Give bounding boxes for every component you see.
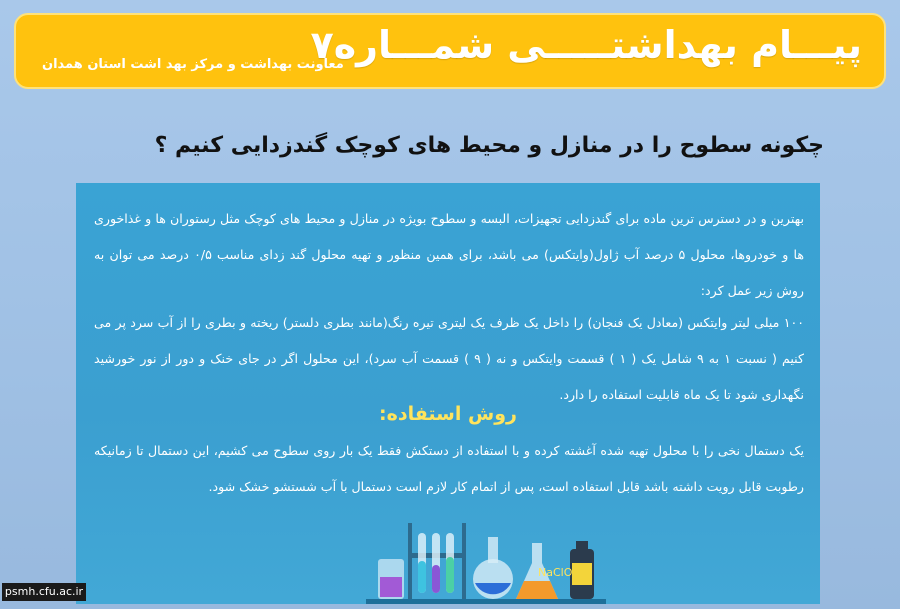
content-panel bbox=[76, 183, 820, 604]
bottle-label: NaClO bbox=[538, 566, 573, 579]
round-flask-icon bbox=[473, 537, 513, 599]
shelf-base bbox=[366, 599, 606, 604]
header-subtitle: معاونت بهداشت و مرکز بهد اشت استان همدان bbox=[42, 57, 344, 72]
header-title: پیـــام بهداشتـــــی شمـــاره۷ bbox=[310, 23, 862, 67]
test-tube-rack-icon bbox=[408, 523, 466, 599]
paragraph-method: یک دستمال نخی را با محلول تهیه شده آغشته کرده و با استفاده از دستکش فقط یک بار روی سطوح می کشیم، این دستمال تا زمانیکه رطوبت قابل رویت داشته باشد قابل استفاده است، پس از اتمام کار لازم است دستمال با آب شستشو خشک شود. bbox=[94, 443, 804, 494]
method-heading: روش استفاده: bbox=[379, 403, 517, 425]
question-heading: چکونه سطوح را در منازل و محیط های کوچک گندزدایی کنیم ؟ bbox=[154, 133, 824, 158]
beaker-purple-icon bbox=[378, 559, 404, 599]
paragraph-intro: بهترین و در دسترس ترین ماده برای گندزدایی تجهیزات، البسه و سطوح بویژه در منازل و محیط های کوچک مثل رستوران ها و غذاخوری ها و خودروها، محلول ۵ درصد آب ژاول(وایتکس) می باشد، برای همین منظور و تهیه محلول گند زدای مناسب ۰/۵ درصد می توان به روش زیر عمل کرد: bbox=[94, 211, 804, 298]
footer-link[interactable]: psmh.cfu.ac.ir bbox=[2, 583, 86, 601]
paragraph-preparation: ۱۰۰ میلی لیتر وایتکس (معادل یک فنجان) را داخل یک ظرف یک لیتری تیره رنگ(مانند بطری دلستر) ریخته و بطری را از آب سرد پر می کنیم ( نسبت ۱ به ۹ شامل یک ( ۱ ) قسمت وایتکس و نه ( ۹ ) قسمت آب سرد)، این محلول اگر در جای خنک و دور از نور خورشید نگهداری شود تا یک ماه قابلیت استفاده را دارد. bbox=[94, 315, 804, 402]
chemical-bottle-icon bbox=[570, 541, 594, 599]
lab-glassware-illustration bbox=[366, 513, 606, 604]
header-banner bbox=[14, 13, 886, 89]
